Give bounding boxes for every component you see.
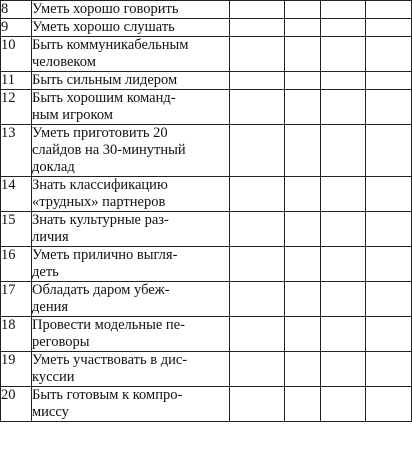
empty-rating-cell	[321, 19, 366, 37]
empty-rating-cell	[285, 19, 321, 37]
skill-description	[32, 317, 230, 352]
skill-text-line: Быть коммуникабельным	[32, 37, 189, 53]
empty-rating-cell	[285, 247, 321, 282]
table-row	[1, 317, 412, 352]
empty-rating-cell	[285, 72, 321, 90]
empty-rating-cell	[285, 177, 321, 212]
table-row	[1, 1, 412, 19]
skill-text-line: Быть готовым к компро-	[32, 387, 183, 403]
empty-rating-cell	[321, 247, 366, 282]
empty-rating-cell	[366, 37, 412, 72]
skill-description	[32, 247, 230, 282]
skill-text-line: деть	[32, 264, 59, 280]
skill-text-line: дения	[32, 299, 69, 315]
empty-rating-cell	[285, 387, 321, 422]
empty-rating-cell	[366, 177, 412, 212]
empty-rating-cell	[366, 1, 412, 19]
table-row	[1, 90, 412, 125]
empty-rating-cell	[366, 317, 412, 352]
row-number: 8	[1, 1, 32, 19]
row-number: 17	[1, 282, 32, 317]
skill-description	[32, 125, 230, 177]
empty-rating-cell	[285, 352, 321, 387]
empty-rating-cell	[366, 125, 412, 177]
empty-rating-cell	[321, 1, 366, 19]
empty-rating-cell	[321, 37, 366, 72]
row-number: 14	[1, 177, 32, 212]
row-number: 18	[1, 317, 32, 352]
skill-text-line: миссу	[32, 404, 69, 420]
empty-rating-cell	[230, 1, 285, 19]
skill-text-line: слайдов на 30-минутный	[32, 142, 186, 158]
empty-rating-cell	[230, 125, 285, 177]
empty-rating-cell	[366, 212, 412, 247]
skill-text-line: Обладать даром убеж-	[32, 282, 170, 298]
skill-description	[32, 19, 230, 37]
empty-rating-cell	[366, 72, 412, 90]
empty-rating-cell	[321, 125, 366, 177]
empty-rating-cell	[321, 387, 366, 422]
skill-text-line: Провести модельные пе-	[32, 317, 185, 333]
skill-text-line: доклад	[32, 159, 75, 175]
skill-text-line: личия	[32, 229, 69, 245]
empty-rating-cell	[230, 19, 285, 37]
row-number: 20	[1, 387, 32, 422]
empty-rating-cell	[321, 282, 366, 317]
skill-description	[32, 72, 230, 90]
skill-text-line: Уметь прилично выгля-	[32, 247, 178, 263]
skill-text-line: человеком	[32, 54, 96, 70]
empty-rating-cell	[321, 317, 366, 352]
row-number: 11	[1, 72, 32, 90]
skill-text-line: реговоры	[32, 334, 90, 350]
empty-rating-cell	[285, 90, 321, 125]
skill-text-line: «трудных» партнеров	[32, 194, 166, 210]
empty-rating-cell	[230, 387, 285, 422]
empty-rating-cell	[366, 19, 412, 37]
table-row	[1, 37, 412, 72]
table-row	[1, 282, 412, 317]
empty-rating-cell	[366, 352, 412, 387]
skill-text-line: Уметь приготовить 20	[32, 125, 168, 141]
empty-rating-cell	[285, 1, 321, 19]
empty-rating-cell	[230, 317, 285, 352]
empty-rating-cell	[230, 352, 285, 387]
skill-description	[32, 177, 230, 212]
skill-text-line: Быть хорошим команд-	[32, 90, 176, 106]
empty-rating-cell	[321, 72, 366, 90]
skill-text-line: Знать классификацию	[32, 177, 168, 193]
skill-description	[32, 282, 230, 317]
table-row	[1, 177, 412, 212]
empty-rating-cell	[230, 177, 285, 212]
empty-rating-cell	[321, 212, 366, 247]
skill-description	[32, 387, 230, 422]
skill-text-line: Быть сильным лидером	[32, 72, 178, 88]
skill-description	[32, 37, 230, 72]
empty-rating-cell	[366, 387, 412, 422]
empty-rating-cell	[321, 352, 366, 387]
empty-rating-cell	[230, 247, 285, 282]
row-number: 12	[1, 90, 32, 125]
empty-rating-cell	[230, 282, 285, 317]
skill-text-line: Уметь хорошо говорить	[32, 1, 179, 17]
skill-description	[32, 1, 230, 19]
empty-rating-cell	[321, 177, 366, 212]
empty-rating-cell	[321, 90, 366, 125]
empty-rating-cell	[366, 90, 412, 125]
skill-description	[32, 212, 230, 247]
skill-text-line: куссии	[32, 369, 75, 385]
skill-description	[32, 352, 230, 387]
skill-text-line: ным игроком	[32, 107, 113, 123]
row-number: 13	[1, 125, 32, 177]
row-number: 9	[1, 19, 32, 37]
table-row	[1, 352, 412, 387]
empty-rating-cell	[366, 282, 412, 317]
empty-rating-cell	[285, 212, 321, 247]
table-row	[1, 72, 412, 90]
empty-rating-cell	[230, 72, 285, 90]
row-number: 16	[1, 247, 32, 282]
empty-rating-cell	[230, 37, 285, 72]
row-number: 19	[1, 352, 32, 387]
table-row	[1, 387, 412, 422]
empty-rating-cell	[285, 317, 321, 352]
skill-text-line: Уметь участвовать в дис-	[32, 352, 188, 368]
row-number: 15	[1, 212, 32, 247]
empty-rating-cell	[366, 247, 412, 282]
empty-rating-cell	[285, 37, 321, 72]
empty-rating-cell	[285, 282, 321, 317]
table-row	[1, 212, 412, 247]
skills-table-body	[1, 1, 412, 422]
skill-text-line: Уметь хорошо слушать	[32, 19, 175, 35]
empty-rating-cell	[230, 90, 285, 125]
skill-text-line: Знать культурные раз-	[32, 212, 169, 228]
skill-description	[32, 90, 230, 125]
table-row	[1, 247, 412, 282]
empty-rating-cell	[285, 125, 321, 177]
table-row	[1, 19, 412, 37]
table-row	[1, 125, 412, 177]
row-number: 10	[1, 37, 32, 72]
empty-rating-cell	[230, 212, 285, 247]
